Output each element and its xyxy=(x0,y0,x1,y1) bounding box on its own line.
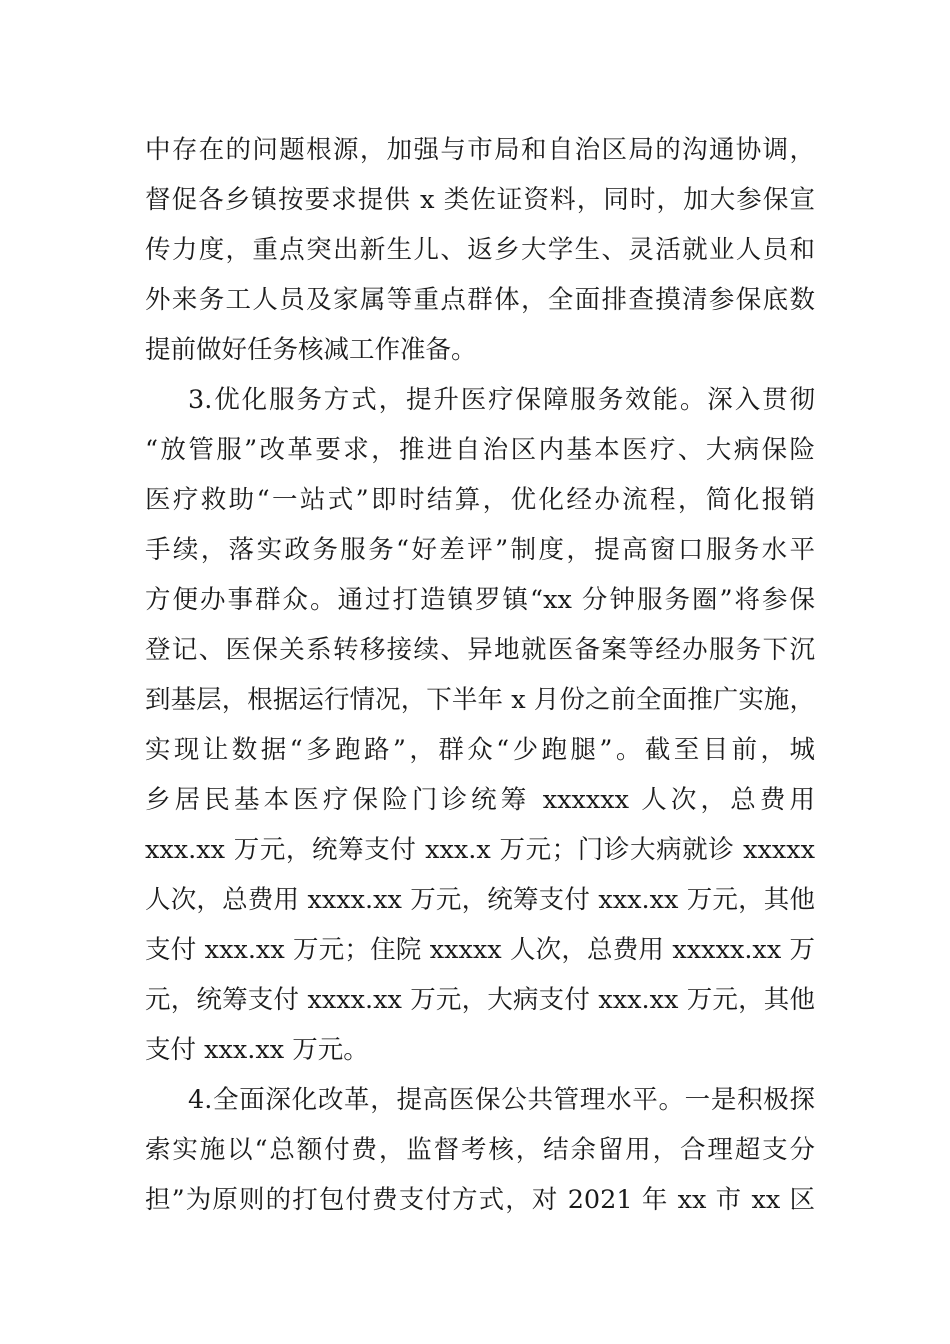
text-line: 提前做好任务核减工作准备。 xyxy=(145,335,477,365)
text-line: 督促各乡镇按要求提供 x 类佐证资料，同时，加大参保宣 xyxy=(145,185,815,215)
text-line: 传力度，重点突出新生儿、返乡大学生、灵活就业人员和 xyxy=(145,235,815,265)
text-line: 方便办事群众。通过打造镇罗镇“xx 分钟服务圈”将参保 xyxy=(145,585,815,615)
paragraph-heading: 3.优化服务方式，提升医疗保障服务效能。深入贯彻 xyxy=(188,385,815,415)
text-line: 到基层，根据运行情况，下半年 x 月份之前全面推广实施， xyxy=(145,685,815,715)
text-line: 医疗救助“一站式”即时结算，优化经办流程，简化报销 xyxy=(145,485,815,515)
text-line: “放管服”改革要求，推进自治区内基本医疗、大病保险 xyxy=(145,435,815,465)
text-line: xxx.xx 万元，统筹支付 xxx.x 万元；门诊大病就诊 xxxxx xyxy=(145,835,815,865)
text-line: 乡居民基本医疗保险门诊统筹 xxxxxx 人次，总费用 xyxy=(145,785,815,815)
text-line: 外来务工人员及家属等重点群体，全面排查摸清参保底数 xyxy=(145,285,815,315)
text-line: 登记、医保关系转移接续、异地就医备案等经办服务下沉 xyxy=(145,635,815,665)
paragraph-heading: 4.全面深化改革，提高医保公共管理水平。一是积极探 xyxy=(188,1085,815,1115)
text-line: 中存在的问题根源，加强与市局和自治区局的沟通协调， xyxy=(145,135,815,165)
text-line: 手续，落实政务服务“好差评”制度，提高窗口服务水平 xyxy=(145,535,815,565)
text-line: 支付 xxx.xx 万元。 xyxy=(145,1035,369,1065)
text-line: 人次，总费用 xxxx.xx 万元，统筹支付 xxx.xx 万元，其他 xyxy=(145,885,815,915)
text-line: 支付 xxx.xx 万元；住院 xxxxx 人次，总费用 xxxxx.xx 万 xyxy=(145,935,815,965)
text-line: 实现让数据“多跑路”，群众“少跑腿”。截至目前，城 xyxy=(145,735,815,765)
text-line: 索实施以“总额付费，监督考核，结余留用，合理超支分 xyxy=(145,1135,815,1165)
text-line: 担”为原则的打包付费支付方式，对 2021 年 xx 市 xx 区 xyxy=(145,1185,815,1215)
text-line: 元，统筹支付 xxxx.xx 万元，大病支付 xxx.xx 万元，其他 xyxy=(145,985,815,1015)
